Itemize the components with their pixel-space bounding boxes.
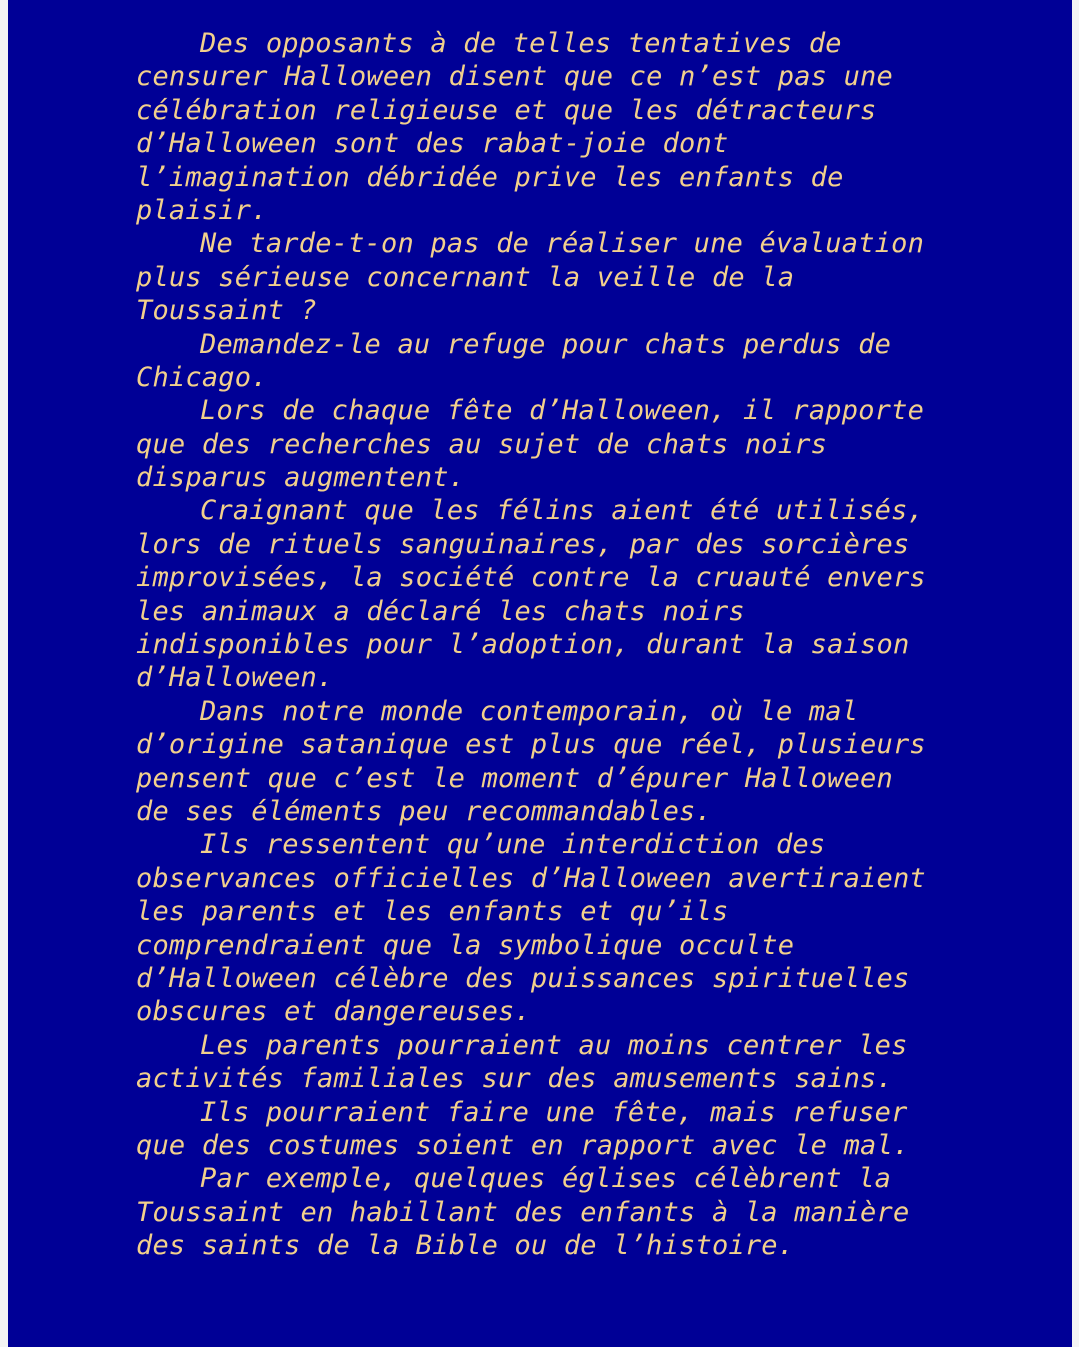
text-line: Ils pourraient faire une fête, mais refuser <box>200 1096 908 1128</box>
text-line: l’imagination débridée prive les enfants de <box>136 161 844 193</box>
text-line: Des opposants à de telles tentatives de <box>200 28 842 59</box>
document-text <box>136 27 966 1262</box>
text-line: les parents et les enfants et qu’ils <box>136 896 729 928</box>
text-line: plaisir. <box>136 194 268 226</box>
text-line: que des recherches au sujet de chats noirs <box>136 428 828 460</box>
text-line: Par exemple, quelques églises célèbrent la <box>200 1163 892 1195</box>
text-line: Chicago. <box>136 361 268 393</box>
text-line: improvisées, la société contre la cruauté envers <box>136 562 926 594</box>
paragraph <box>136 1162 966 1262</box>
paragraph <box>136 1029 966 1096</box>
text-line: que des costumes soient en rapport avec le mal. <box>136 1129 910 1161</box>
paragraph <box>136 695 966 829</box>
text-line: activités familiales sur des amusements sains. <box>136 1063 893 1095</box>
text-line: Les parents pourraient au moins centrer les <box>200 1029 908 1061</box>
text-line: d’Halloween sont des rabat-joie dont <box>136 128 729 160</box>
text-line: célébration religieuse et que les détracteurs <box>136 94 877 126</box>
text-line: indisponibles pour l’adoption, durant la saison <box>136 629 910 661</box>
text-line: Lors de chaque fête d’Halloween, il rapporte <box>200 395 925 427</box>
text-line: observances officielles d’Halloween avertiraient <box>136 862 926 894</box>
paragraph <box>136 227 966 327</box>
text-line: de ses éléments peu recommandables. <box>136 795 712 827</box>
text-line: Toussaint en habillant des enfants à la manière <box>136 1196 910 1228</box>
text-line: Toussaint ? <box>136 295 318 327</box>
paragraph <box>136 328 966 395</box>
text-line: comprendraient que la symbolique occulte <box>136 929 795 961</box>
paragraph <box>136 27 966 227</box>
document-page <box>8 0 1072 1347</box>
text-line: Dans notre monde contemporain, où le mal <box>200 695 859 727</box>
text-line: lors de rituels sanguinaires, par des sorcières <box>136 528 910 560</box>
paragraph <box>136 828 966 1028</box>
text-line: d’Halloween. <box>136 662 334 694</box>
text-line: censurer Halloween disent que ce n’est pas une <box>136 61 893 93</box>
text-line: d’origine satanique est plus que réel, plusieurs <box>136 729 926 761</box>
text-line: les animaux a déclaré les chats noirs <box>136 595 745 627</box>
text-line: Ils ressentent qu’une interdiction des <box>200 829 826 861</box>
text-line: des saints de la Bible ou de l’histoire. <box>136 1230 795 1262</box>
text-line: plus sérieuse concernant la veille de la <box>136 261 795 293</box>
paragraph <box>136 394 966 494</box>
text-line: pensent que c’est le moment d’épurer Halloween <box>136 762 893 794</box>
paragraph <box>136 494 966 694</box>
text-line: Demandez-le au refuge pour chats perdus de <box>200 328 892 360</box>
paragraph <box>136 1096 966 1163</box>
text-line: d’Halloween célèbre des puissances spirituelles <box>136 962 910 994</box>
text-line: disparus augmentent. <box>136 462 466 494</box>
text-line: obscures et dangereuses. <box>136 996 531 1028</box>
text-line: Ne tarde-t-on pas de réaliser une évaluation <box>200 228 925 260</box>
text-line: Craignant que les félins aient été utilisés, <box>200 495 925 527</box>
